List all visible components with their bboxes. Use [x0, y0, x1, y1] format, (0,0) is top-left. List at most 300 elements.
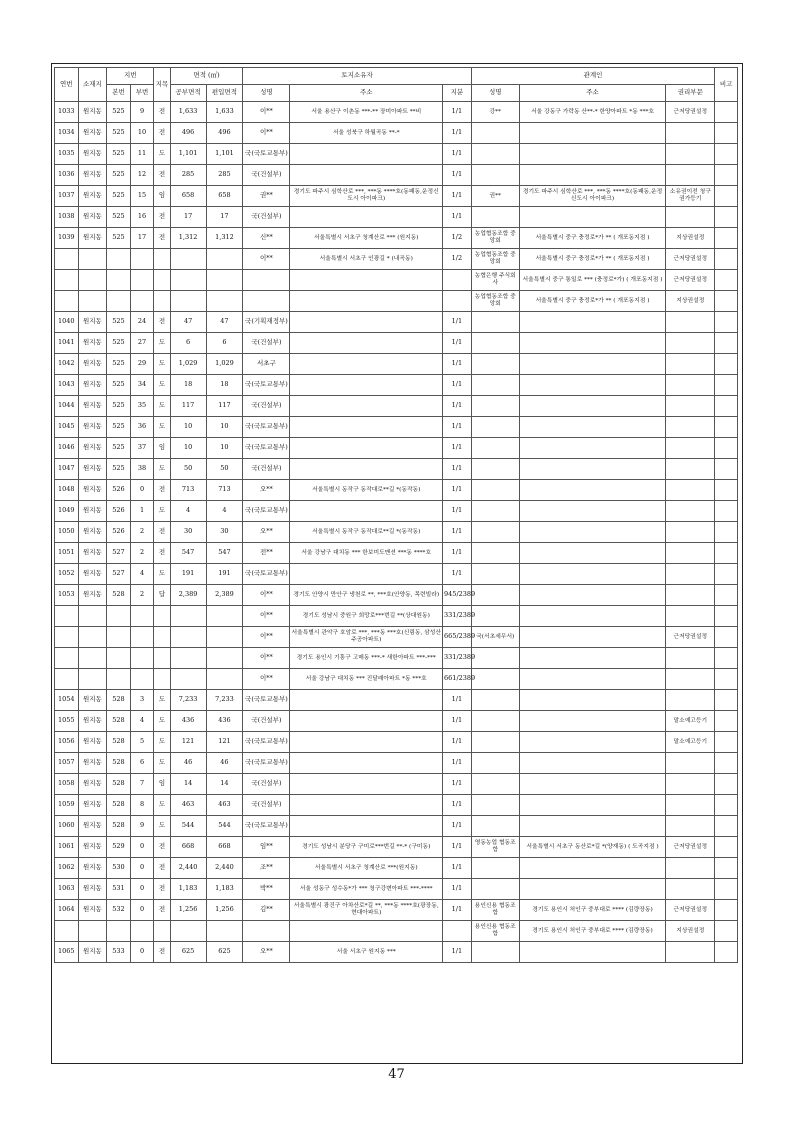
cell-lot-sub: 2 — [130, 522, 154, 543]
table-row — [55, 102, 738, 123]
cell-location: 원지동 — [78, 732, 107, 753]
cell-right-type — [666, 585, 715, 606]
cell-owner-name: 오** — [243, 480, 290, 501]
cell-owner-name: 이** — [243, 249, 290, 270]
table-row — [55, 543, 738, 564]
cell-right-holder-address — [519, 438, 665, 459]
cell-share: 1/1 — [443, 879, 472, 900]
table-row — [55, 207, 738, 228]
cell-owner-address — [290, 354, 443, 375]
cell-area-incorp: 2,389 — [206, 585, 243, 606]
cell-land-type: 도 — [154, 459, 170, 480]
cell-owner-address — [290, 459, 443, 480]
cell-lot-main: 528 — [107, 690, 131, 711]
cell-location: 원지동 — [78, 144, 107, 165]
cell-owner-name: 오** — [243, 942, 290, 963]
cell-land-type: 전 — [154, 522, 170, 543]
cell-share: 1/1 — [443, 144, 472, 165]
cell-owner-address — [290, 375, 443, 396]
cell-lot-main: 526 — [107, 522, 131, 543]
cell-seq — [55, 921, 79, 942]
cell-share: 1/1 — [443, 711, 472, 732]
cell-owner-address: 서울 성동구 성수동*가 *** 청구강변아파트 ***-**** — [290, 879, 443, 900]
cell-share: 1/1 — [443, 438, 472, 459]
cell-location — [78, 249, 107, 270]
cell-right-holder-address — [519, 375, 665, 396]
cell-share — [443, 921, 472, 942]
table-row — [55, 228, 738, 249]
cell-location: 원지동 — [78, 543, 107, 564]
cell-area-public — [170, 606, 206, 627]
cell-owner-name: 국(국토교통부) — [243, 732, 290, 753]
cell-area-public: 668 — [170, 837, 206, 858]
cell-owner-name: 국(건설부) — [243, 711, 290, 732]
cell-land-type: 도 — [154, 711, 170, 732]
cell-remarks — [715, 690, 738, 711]
header-right-type: 권리부문 — [666, 85, 715, 102]
cell-right-holder-address: 경기도 용인시 처인구 중부대로 **** (김량장동) — [519, 900, 665, 921]
cell-right-type: 지상권설정 — [666, 921, 715, 942]
cell-land-type: 도 — [154, 732, 170, 753]
table-row — [55, 774, 738, 795]
cell-right-type: 소유권이전 청구권가등기 — [666, 186, 715, 207]
cell-right-holder-address — [519, 396, 665, 417]
cell-land-type: 도 — [154, 375, 170, 396]
table-row — [55, 753, 738, 774]
cell-land-type: 전 — [154, 879, 170, 900]
cell-lot-sub: 29 — [130, 354, 154, 375]
cell-area-public: 285 — [170, 165, 206, 186]
cell-right-holder-address — [519, 354, 665, 375]
cell-land-type: 전 — [154, 165, 170, 186]
cell-right-type — [666, 795, 715, 816]
cell-lot-main: 528 — [107, 711, 131, 732]
cell-area-incorp: 191 — [206, 564, 243, 585]
cell-owner-name: 이** — [243, 648, 290, 669]
cell-area-public: 46 — [170, 753, 206, 774]
cell-location — [78, 270, 107, 291]
cell-lot-main — [107, 249, 131, 270]
cell-owner-name: 신** — [243, 228, 290, 249]
cell-area-public — [170, 291, 206, 312]
cell-right-holder — [471, 522, 519, 543]
cell-lot-sub: 11 — [130, 144, 154, 165]
cell-area-incorp: 6 — [206, 333, 243, 354]
cell-location: 원지동 — [78, 333, 107, 354]
cell-owner-address: 서울특별시 동작구 동작대로**길 *(동작동) — [290, 480, 443, 501]
cell-owner-address: 서울특별시 광진구 아차산로*길 **, ***동 ****호(광장동,현대아파트) — [290, 900, 443, 921]
cell-seq — [55, 291, 79, 312]
cell-share: 1/1 — [443, 795, 472, 816]
cell-share: 1/1 — [443, 165, 472, 186]
cell-lot-main: 533 — [107, 942, 131, 963]
cell-owner-address — [290, 795, 443, 816]
cell-land-type — [154, 249, 170, 270]
cell-right-holder-address — [519, 690, 665, 711]
cell-area-incorp: 1,029 — [206, 354, 243, 375]
cell-right-type — [666, 354, 715, 375]
cell-right-holder — [471, 123, 519, 144]
table-row — [55, 522, 738, 543]
cell-land-type — [154, 669, 170, 690]
cell-right-type — [666, 375, 715, 396]
cell-lot-main: 527 — [107, 564, 131, 585]
cell-seq — [55, 648, 79, 669]
cell-owner-name: 국(국토교통부) — [243, 690, 290, 711]
cell-location: 원지동 — [78, 438, 107, 459]
cell-seq: 1042 — [55, 354, 79, 375]
cell-remarks — [715, 165, 738, 186]
cell-area-incorp: 1,256 — [206, 900, 243, 921]
cell-right-holder-address — [519, 480, 665, 501]
header-right-name: 성명 — [471, 85, 519, 102]
cell-share: 1/1 — [443, 333, 472, 354]
cell-remarks — [715, 186, 738, 207]
cell-share: 1/1 — [443, 837, 472, 858]
cell-right-holder — [471, 375, 519, 396]
cell-right-type: 근저당권설정 — [666, 900, 715, 921]
table-row — [55, 354, 738, 375]
cell-lot-main: 528 — [107, 585, 131, 606]
cell-area-public: 1,312 — [170, 228, 206, 249]
cell-lot-main: 525 — [107, 207, 131, 228]
cell-owner-address: 서울특별시 서초구 인광길 * (내곡동) — [290, 249, 443, 270]
cell-area-public: 2,389 — [170, 585, 206, 606]
cell-right-holder — [471, 690, 519, 711]
cell-right-holder-address — [519, 144, 665, 165]
cell-owner-name: 국(국토교통부) — [243, 144, 290, 165]
cell-area-public — [170, 648, 206, 669]
cell-remarks — [715, 522, 738, 543]
cell-right-holder-address — [519, 795, 665, 816]
table-row — [55, 375, 738, 396]
header-land-type: 지목 — [154, 68, 170, 102]
cell-share: 1/1 — [443, 354, 472, 375]
cell-area-incorp: 1,633 — [206, 102, 243, 123]
cell-area-public: 121 — [170, 732, 206, 753]
cell-share: 1/1 — [443, 417, 472, 438]
cell-seq: 1063 — [55, 879, 79, 900]
cell-right-holder — [471, 648, 519, 669]
cell-location: 원지동 — [78, 459, 107, 480]
cell-lot-main: 531 — [107, 879, 131, 900]
cell-right-holder-address — [519, 543, 665, 564]
cell-area-incorp — [206, 249, 243, 270]
cell-right-type — [666, 396, 715, 417]
cell-lot-main: 530 — [107, 858, 131, 879]
cell-land-type: 전 — [154, 543, 170, 564]
header-owner-group: 토지소유자 — [243, 68, 471, 85]
cell-share: 1/1 — [443, 900, 472, 921]
cell-right-type — [666, 312, 715, 333]
cell-area-public: 1,183 — [170, 879, 206, 900]
cell-seq: 1052 — [55, 564, 79, 585]
cell-lot-main: 527 — [107, 543, 131, 564]
cell-right-holder — [471, 753, 519, 774]
cell-remarks — [715, 417, 738, 438]
cell-seq: 1061 — [55, 837, 79, 858]
cell-land-type: 임 — [154, 186, 170, 207]
cell-right-holder-address: 서울특별시 중구 충정로*가 ** ( 개포동지점 ) — [519, 249, 665, 270]
table-row — [55, 249, 738, 270]
cell-right-type: 지상권설정 — [666, 228, 715, 249]
cell-right-holder: 영동농업 협동조합 — [471, 837, 519, 858]
cell-area-incorp — [206, 648, 243, 669]
cell-share: 1/1 — [443, 690, 472, 711]
cell-remarks — [715, 333, 738, 354]
cell-share: 1/1 — [443, 102, 472, 123]
cell-location: 원지동 — [78, 900, 107, 921]
cell-land-type: 임 — [154, 774, 170, 795]
cell-remarks — [715, 774, 738, 795]
cell-lot-sub: 7 — [130, 774, 154, 795]
cell-right-holder — [471, 669, 519, 690]
cell-area-public: 547 — [170, 543, 206, 564]
cell-owner-address — [290, 270, 443, 291]
cell-right-holder — [471, 564, 519, 585]
cell-lot-sub: 0 — [130, 942, 154, 963]
cell-land-type: 전 — [154, 228, 170, 249]
cell-area-public — [170, 627, 206, 648]
cell-seq: 1047 — [55, 459, 79, 480]
cell-right-holder — [471, 165, 519, 186]
cell-right-holder-address — [519, 858, 665, 879]
header-lot-main: 본번 — [107, 85, 131, 102]
cell-remarks — [715, 270, 738, 291]
cell-remarks — [715, 312, 738, 333]
cell-seq: 1060 — [55, 816, 79, 837]
cell-lot-sub: 10 — [130, 123, 154, 144]
cell-land-type: 전 — [154, 900, 170, 921]
cell-seq — [55, 669, 79, 690]
cell-owner-name: 국(건설부) — [243, 396, 290, 417]
cell-lot-sub: 4 — [130, 564, 154, 585]
cell-lot-main: 525 — [107, 438, 131, 459]
cell-owner-address: 경기도 파주시 심학산로 ***, ***동 ****호(동패동,운정신도시 아이파크) — [290, 186, 443, 207]
cell-remarks — [715, 480, 738, 501]
cell-remarks — [715, 648, 738, 669]
table-row — [55, 186, 738, 207]
cell-share — [443, 291, 472, 312]
cell-owner-address — [290, 732, 443, 753]
cell-right-type — [666, 480, 715, 501]
table-row — [55, 669, 738, 690]
cell-share: 1/1 — [443, 312, 472, 333]
cell-remarks — [715, 354, 738, 375]
cell-right-holder: 농협은행 주식회사 — [471, 270, 519, 291]
cell-area-incorp: 1,101 — [206, 144, 243, 165]
cell-share: 1/1 — [443, 816, 472, 837]
table-row — [55, 123, 738, 144]
cell-right-holder — [471, 732, 519, 753]
cell-owner-address — [290, 564, 443, 585]
cell-lot-sub — [130, 270, 154, 291]
cell-seq: 1043 — [55, 375, 79, 396]
cell-right-type — [666, 774, 715, 795]
cell-share: 1/1 — [443, 732, 472, 753]
cell-owner-name: 국(건설부) — [243, 774, 290, 795]
cell-lot-main: 525 — [107, 459, 131, 480]
cell-land-type: 전 — [154, 480, 170, 501]
cell-seq: 1053 — [55, 585, 79, 606]
cell-area-public: 1,633 — [170, 102, 206, 123]
cell-owner-address — [290, 438, 443, 459]
cell-remarks — [715, 627, 738, 648]
cell-lot-main: 525 — [107, 354, 131, 375]
cell-area-incorp: 14 — [206, 774, 243, 795]
cell-area-incorp: 17 — [206, 207, 243, 228]
cell-right-holder — [471, 501, 519, 522]
cell-area-incorp: 547 — [206, 543, 243, 564]
cell-lot-sub: 35 — [130, 396, 154, 417]
cell-area-public: 10 — [170, 438, 206, 459]
cell-remarks — [715, 228, 738, 249]
cell-right-type — [666, 858, 715, 879]
cell-location — [78, 921, 107, 942]
cell-remarks — [715, 837, 738, 858]
cell-lot-main — [107, 606, 131, 627]
header-remarks: 비고 — [715, 68, 738, 102]
cell-share: 1/2 — [443, 249, 472, 270]
cell-lot-sub: 17 — [130, 228, 154, 249]
cell-right-holder-address — [519, 732, 665, 753]
cell-owner-name: 이** — [243, 627, 290, 648]
cell-area-incorp — [206, 669, 243, 690]
cell-remarks — [715, 732, 738, 753]
cell-land-type: 전 — [154, 942, 170, 963]
cell-area-incorp: 46 — [206, 753, 243, 774]
cell-location: 원지동 — [78, 312, 107, 333]
cell-remarks — [715, 921, 738, 942]
cell-area-public: 117 — [170, 396, 206, 417]
table-row — [55, 459, 738, 480]
cell-land-type — [154, 921, 170, 942]
cell-right-holder-address: 서울특별시 중구 충정로*가 ** ( 개포동지점 ) — [519, 228, 665, 249]
cell-lot-sub — [130, 627, 154, 648]
cell-area-incorp: 496 — [206, 123, 243, 144]
cell-land-type: 도 — [154, 354, 170, 375]
document-sheet — [51, 63, 743, 1064]
cell-land-type: 도 — [154, 564, 170, 585]
header-owner-name: 성명 — [243, 85, 290, 102]
cell-right-holder-address: 서울특별시 중구 통일로 *** (충정로*가) ( 개포동지점 ) — [519, 270, 665, 291]
cell-lot-main: 525 — [107, 123, 131, 144]
cell-area-incorp: 625 — [206, 942, 243, 963]
table-row — [55, 921, 738, 942]
cell-owner-address — [290, 501, 443, 522]
cell-location: 원지동 — [78, 942, 107, 963]
cell-lot-sub: 16 — [130, 207, 154, 228]
cell-remarks — [715, 942, 738, 963]
cell-remarks — [715, 123, 738, 144]
cell-land-type — [154, 291, 170, 312]
cell-right-holder-address — [519, 417, 665, 438]
cell-right-holder — [471, 396, 519, 417]
cell-right-type — [666, 459, 715, 480]
cell-share: 665/2389 — [443, 627, 472, 648]
cell-remarks — [715, 249, 738, 270]
cell-right-holder-address — [519, 879, 665, 900]
cell-location: 원지동 — [78, 816, 107, 837]
cell-share: 661/2389 — [443, 669, 472, 690]
cell-location: 원지동 — [78, 228, 107, 249]
cell-area-public: 713 — [170, 480, 206, 501]
cell-right-type — [666, 564, 715, 585]
cell-owner-name — [243, 291, 290, 312]
cell-right-holder — [471, 585, 519, 606]
cell-land-type — [154, 606, 170, 627]
cell-right-holder-address — [519, 585, 665, 606]
cell-land-type: 전 — [154, 207, 170, 228]
cell-right-holder — [471, 858, 519, 879]
cell-right-type — [666, 522, 715, 543]
cell-owner-address — [290, 921, 443, 942]
cell-lot-sub: 0 — [130, 879, 154, 900]
cell-owner-address — [290, 207, 443, 228]
cell-area-public: 544 — [170, 816, 206, 837]
cell-area-incorp: 658 — [206, 186, 243, 207]
cell-right-holder-address — [519, 333, 665, 354]
table-row — [55, 732, 738, 753]
cell-right-type: 말소예고등기 — [666, 732, 715, 753]
cell-owner-name — [243, 270, 290, 291]
cell-lot-main: 525 — [107, 396, 131, 417]
cell-area-public — [170, 249, 206, 270]
cell-share: 1/1 — [443, 543, 472, 564]
cell-area-incorp: 1,312 — [206, 228, 243, 249]
cell-area-public: 191 — [170, 564, 206, 585]
cell-seq: 1040 — [55, 312, 79, 333]
cell-lot-sub: 0 — [130, 900, 154, 921]
cell-area-public: 47 — [170, 312, 206, 333]
cell-owner-address: 서울 강남구 대치동 *** 한보미도맨션 ***동 ****호 — [290, 543, 443, 564]
cell-owner-address — [290, 333, 443, 354]
cell-location: 원지동 — [78, 375, 107, 396]
cell-owner-name — [243, 921, 290, 942]
cell-share — [443, 270, 472, 291]
cell-area-public: 18 — [170, 375, 206, 396]
cell-remarks — [715, 396, 738, 417]
cell-area-public: 463 — [170, 795, 206, 816]
cell-right-holder — [471, 816, 519, 837]
cell-share: 331/2389 — [443, 648, 472, 669]
cell-location: 원지동 — [78, 165, 107, 186]
cell-owner-name: 국(국토교통부) — [243, 501, 290, 522]
cell-right-holder-address — [519, 165, 665, 186]
cell-right-type — [666, 753, 715, 774]
cell-right-type — [666, 207, 715, 228]
cell-area-public: 10 — [170, 417, 206, 438]
cell-right-type — [666, 942, 715, 963]
cell-owner-name: 이** — [243, 123, 290, 144]
cell-lot-sub — [130, 291, 154, 312]
cell-lot-sub: 0 — [130, 837, 154, 858]
cell-owner-name: 임** — [243, 837, 290, 858]
cell-seq: 1062 — [55, 858, 79, 879]
cell-share: 1/1 — [443, 774, 472, 795]
cell-share: 1/1 — [443, 375, 472, 396]
cell-share: 1/2 — [443, 228, 472, 249]
table-row — [55, 312, 738, 333]
cell-lot-sub: 8 — [130, 795, 154, 816]
cell-lot-main — [107, 270, 131, 291]
cell-owner-address — [290, 816, 443, 837]
cell-right-holder — [471, 711, 519, 732]
cell-area-incorp: 30 — [206, 522, 243, 543]
cell-lot-main — [107, 291, 131, 312]
header-seq: 연번 — [55, 68, 79, 102]
cell-owner-address — [290, 165, 443, 186]
